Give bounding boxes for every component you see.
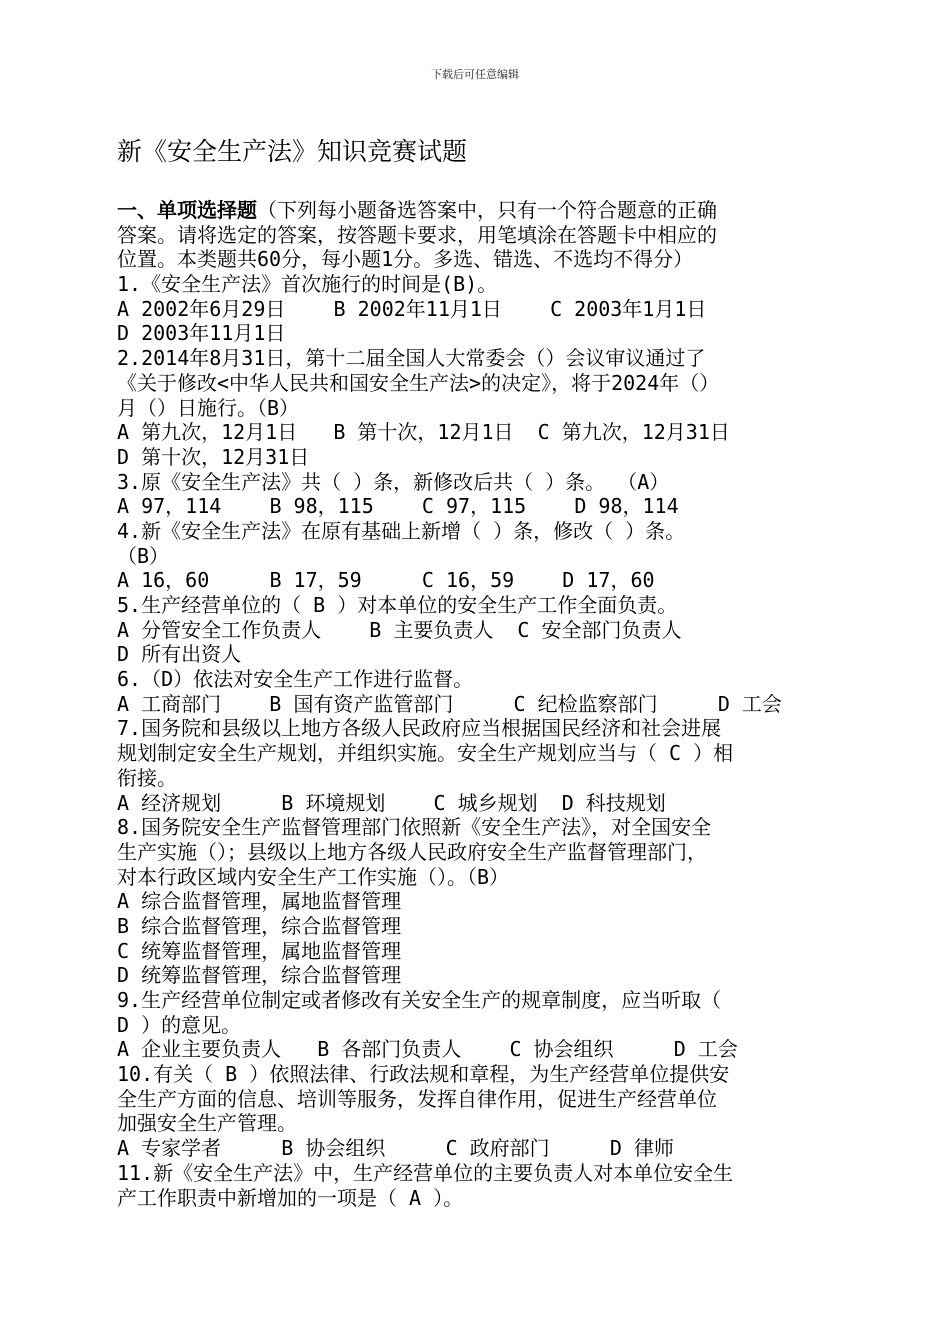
question-line: D ）的意见。 — [117, 1012, 242, 1037]
section-heading-line — [117, 198, 847, 223]
question-line: 规划制定安全生产规划，并组织实施。安全生产规划应当与（ C ）相 — [117, 741, 734, 766]
question-line: A 专家学者 B 协会组织 C 政府部门 D 律师 — [117, 1136, 674, 1161]
question-line: 5.生产经营单位的（ B ）对本单位的安全生产工作全面负责。 — [117, 593, 678, 617]
question-line: C 统筹监督管理，属地监督管理 — [117, 938, 402, 963]
question-line: 4.新《安全生产法》在原有基础上新增（ ）条，修改（ ）条。 — [117, 518, 686, 543]
question-line: A 工商部门 B 国有资产监管部门 C 纪检监察部门 D 工会 — [117, 691, 782, 716]
question-line: 2.2014年8月31日，第十二届全国人大常委会（）会议审议通过了 — [117, 346, 706, 371]
question-line: 8.国务院安全生产监督管理部门依照新《安全生产法》，对全国安全 — [117, 815, 712, 840]
section-heading: 一、单项选择题 — [117, 198, 257, 222]
page-header: 下载后可任意编辑 — [431, 68, 519, 81]
question-line: （B） — [117, 543, 170, 568]
section-instructions-line: 位置。本类题共60分，每小题1分。多选、错选、不选均不得分） — [117, 247, 694, 272]
document-title: 新《安全生产法》知识竞赛试题 — [117, 137, 468, 166]
question-line: 衔接。 — [117, 765, 177, 790]
section-instructions: （下列每小题备选答案中，只有一个符合题意的正确 — [257, 198, 717, 222]
question-line: 3.原《安全生产法》共（ ）条，新修改后共（ ）条。 （A） — [117, 469, 670, 494]
question-line: A 综合监督管理，属地监督管理 — [117, 889, 402, 914]
question-line: 9.生产经营单位制定或者修改有关安全生产的规章制度，应当听取（ — [117, 988, 722, 1012]
question-line: 7.国务院和县级以上地方各级人民政府应当根据国民经济和社会进展 — [117, 716, 722, 741]
question-line: D 所有出资人 — [117, 642, 242, 667]
question-line: A 16，60 B 17，59 C 16，59 D 17，60 — [117, 568, 655, 593]
question-line: A 97，114 B 98，115 C 97，115 D 98，114 — [117, 494, 679, 519]
question-line: A 企业主要负责人 B 各部门负责人 C 协会组织 D 工会 — [117, 1037, 738, 1062]
question-line: B 综合监督管理，综合监督管理 — [117, 913, 402, 938]
question-line: 月（）日施行。（B） — [117, 395, 300, 420]
question-line: 11.新《安全生产法》中，生产经营单位的主要负责人对本单位安全生 — [117, 1160, 734, 1185]
question-line: A 分管安全工作负责人 B 主要负责人 C 安全部门负责人 — [117, 617, 682, 642]
question-line: 全生产方面的信息、培训等服务，发挥自律作用，促进生产经营单位 — [117, 1086, 717, 1111]
question-line: D 2003年11月1日 — [117, 321, 286, 346]
question-line: 6.（D）依法对安全生产工作进行监督。 — [117, 667, 474, 692]
section-instructions-line: 答案。请将选定的答案，按答题卡要求，用笔填涂在答题卡中相应的 — [117, 222, 717, 247]
question-line: 产工作职责中新增加的一项是（ A ）。 — [117, 1185, 464, 1210]
question-line: A 第九次，12月1日 B 第十次，12月1日 C 第九次，12月31日 — [117, 420, 730, 445]
question-line: A 2002年6月29日 B 2002年11月1日 C 2003年1月1日 — [117, 296, 707, 321]
document-body — [117, 198, 847, 1210]
question-line: 1.《安全生产法》首次施行的时间是(B)。 — [117, 272, 498, 297]
question-line: D 第十次，12月31日 — [117, 444, 310, 469]
question-line: 生产实施（）；县级以上地方各级人民政府安全生产监督管理部门， — [117, 839, 707, 864]
question-line: D 统筹监督管理，综合监督管理 — [117, 963, 402, 988]
question-line: 《关于修改<中华人民共和国安全生产法>的决定》，将于2024年（） — [117, 370, 720, 395]
question-line: 加强安全生产管理。 — [117, 1111, 297, 1136]
question-line: 对本行政区域内安全生产工作实施（）。（B） — [117, 864, 510, 889]
question-line: A 经济规划 B 环境规划 C 城乡规划 D 科技规划 — [117, 790, 666, 815]
question-line: 10.有关（ B ）依照法律、行政法规和章程，为生产经营单位提供安 — [117, 1062, 730, 1087]
question-list — [117, 272, 847, 1210]
